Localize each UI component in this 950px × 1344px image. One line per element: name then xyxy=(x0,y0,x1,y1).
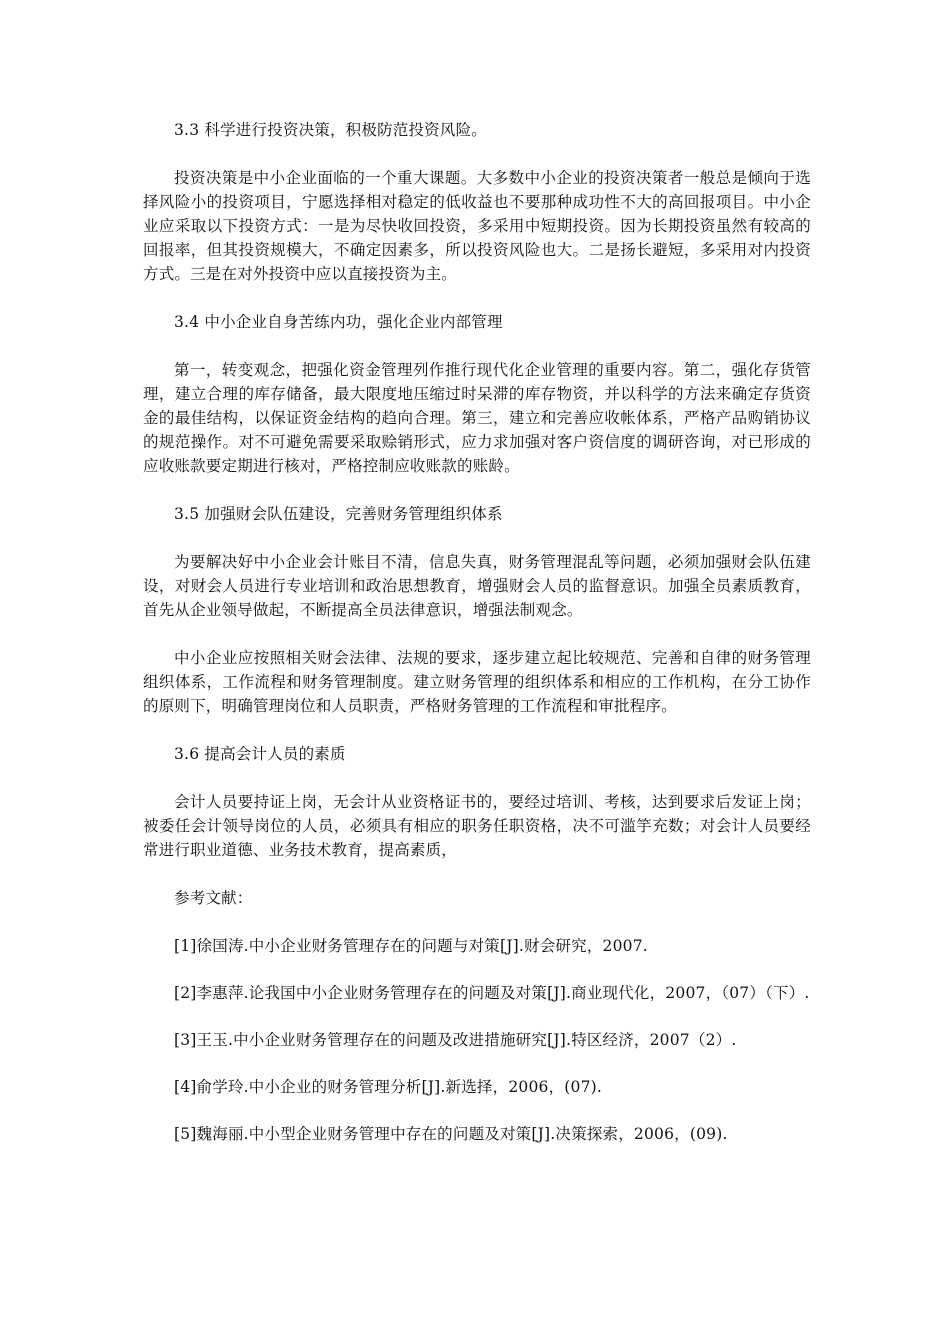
section-paragraph: 第一，转变观念，把强化资金管理列作推行现代化企业管理的重要内容。第二，强化存货管理，建立合理的库存储备，最大限度地压缩过时呆滞的库存物资，并以科学的方法来确定存货资金的最佳结构，以保证资金结构的趋向合理。第三，建立和完善应收帐体系，严格产品购销协议的规范操作。对不可避免需要采取赊销形式，应力求加强对客户资信度的调研咨询，对已形成的应收账款要定期进行核对，严格控制应收账款的账龄。 xyxy=(143,361,811,475)
section-heading-3-5: 3.5 加强财会队伍建设，完善财务管理组织体系 xyxy=(174,505,503,523)
section-paragraph: 为要解决好中小企业会计账目不清，信息失真，财务管理混乱等问题，必须加强财会队伍建设，对财会人员进行专业培训和政治思想教育，增强财会人员的监督意识。加强全员素质教育，首先从企业领导做起，不断提高全员法律意识，增强法制观念。 xyxy=(143,553,811,619)
document-body xyxy=(143,118,811,1169)
section-paragraph: 会计人员要持证上岗，无会计从业资格证书的，要经过培训、考核，达到要求后发证上岗；被委任会计领导岗位的人员，必须具有相应的职务任职资格，决不可滥竽充数；对会计人员要经常进行职业道德、业务技术教育，提高素质， xyxy=(143,793,811,859)
section-paragraph: 中小企业应按照相关财会法律、法规的要求，逐步建立起比较规范、完善和自律的财务管理组织体系，工作流程和财务管理制度。建立财务管理的组织体系和相应的工作机构，在分工协作的原则下，明确管理岗位和人员职责，严格财务管理的工作流程和审批程序。 xyxy=(143,649,811,715)
reference-item: [5]魏海丽.中小型企业财务管理中存在的问题及对策[J].决策探索，2006，(09). xyxy=(174,1125,728,1143)
section-heading-3-4: 3.4 中小企业自身苦练内功，强化企业内部管理 xyxy=(174,313,503,331)
references-title: 参考文献： xyxy=(174,889,253,907)
reference-item: [3]王玉.中小企业财务管理存在的问题及改进措施研究[J].特区经济，2007（2）. xyxy=(174,1031,737,1049)
reference-item: [1]徐国涛.中小企业财务管理存在的问题与对策[J].财会研究，2007. xyxy=(174,937,648,955)
section-paragraph: 投资决策是中小企业面临的一个重大课题。大多数中小企业的投资决策者一般总是倾向于选择风险小的投资项目，宁愿选择相对稳定的低收益也不要那种成功性不大的高回报项目。中小企业应采取以下投资方式：一是为尽快收回投资，多采用中短期投资。因为长期投资虽然有较高的回报率，但其投资规模大，不确定因素多，所以投资风险也大。二是扬长避短，多采用对内投资方式。三是在对外投资中应以直接投资为主。 xyxy=(143,169,811,283)
reference-item: [4]俞学玲.中小企业的财务管理分析[J].新选择，2006，(07). xyxy=(174,1078,603,1096)
section-heading-3-3: 3.3 科学进行投资决策，积极防范投资风险。 xyxy=(174,121,487,139)
reference-item: [2]李惠萍.论我国中小企业财务管理存在的问题及对策[J].商业现代化，2007，（07）（下）. xyxy=(174,984,810,1002)
section-heading-3-6: 3.6 提高会计人员的素质 xyxy=(174,745,346,763)
